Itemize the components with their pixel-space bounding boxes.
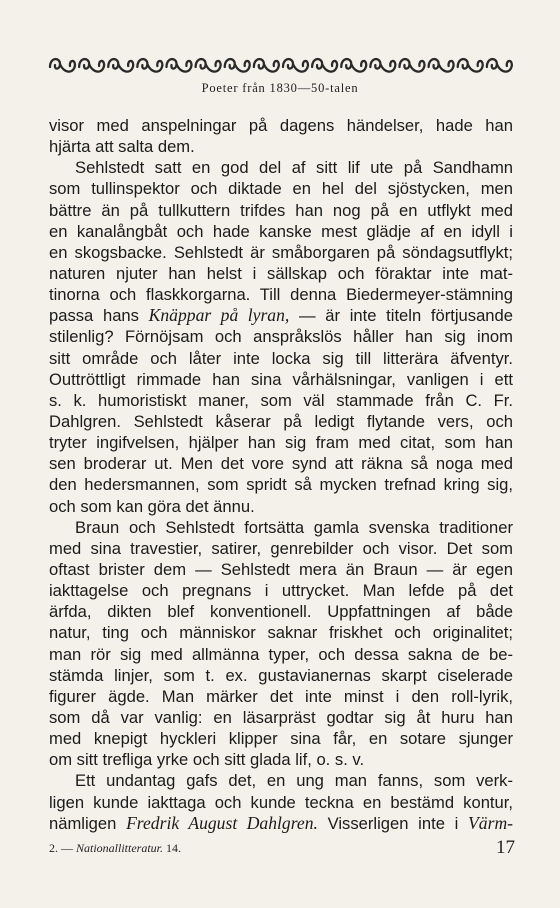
ornament-scroll [341, 59, 366, 72]
ornament-scroll [370, 59, 395, 72]
ornament-scroll [429, 59, 454, 72]
text-line [49, 665, 513, 686]
text-line [49, 496, 513, 517]
ornament-scroll [312, 59, 337, 72]
text-line [49, 348, 513, 369]
text-line [49, 580, 513, 601]
italic-title: Värm- [468, 812, 514, 833]
text-segment: man rör sig med allmänna typer, och dessa sakna de be- [49, 644, 513, 664]
ornament-scroll [400, 59, 425, 72]
text-line [49, 770, 513, 791]
text-segment: ligen kunde iakttaga och kunde teckna en bestämd kontur, [49, 792, 513, 812]
text-line [49, 369, 513, 390]
text-line [49, 157, 513, 178]
text-segment: Outtröttligt rimmade han sina vårhälsningar, vanligen i ett [49, 369, 513, 389]
text-line [49, 644, 513, 665]
text-segment: och som kan göra det ännu. [49, 496, 255, 516]
text-line [49, 263, 513, 284]
header-ornament [48, 53, 514, 79]
text-segment: — är inte titeln förtjusande [289, 306, 513, 326]
text-segment: hjärta att salta dem. [49, 137, 195, 157]
text-line [49, 601, 513, 622]
text-segment: sen broderar ut. Men det vore synd att räkna så noga med [49, 454, 513, 474]
italic-title: Knäppar på lyran, [148, 305, 290, 326]
ornament-scroll [137, 59, 162, 72]
text-line [49, 538, 513, 559]
ornament-scroll [50, 59, 75, 72]
text-line [49, 432, 513, 453]
text-segment: bättre än på tullkuttern trifdes han nog på en utflykt med [49, 200, 513, 220]
text-segment: ärfda, dikten blef konventionell. Uppfattningen af både [49, 602, 513, 622]
text-segment: s. k. humoristiskt maner, som väl stammade från C. Fr. [49, 390, 513, 410]
signature-number: 2. — [49, 841, 73, 855]
signature-sheet: 14. [166, 841, 182, 855]
text-segment: en skogsbacke. Sehlstedt är småborgaren på söndagsutflykt; [49, 242, 513, 262]
text-segment: en kanalångbåt och hade kanske mest glädje af en idyll i [49, 221, 513, 241]
text-segment: Visserligen inte i [317, 813, 469, 833]
text-segment: som då var vanlig: en läsarpräst godtar sig åt huru han [49, 707, 513, 727]
text-segment: Ett undantag gafs det, en ung man fanns, som verk- [75, 771, 513, 791]
ornament-scroll [225, 59, 250, 72]
text-segment: passa hans [49, 306, 149, 326]
text-segment: visor med anspelningar på dagens händelser, hade han [49, 116, 513, 135]
ornament-scroll [487, 59, 512, 72]
text-segment: tinorna och flaskkorgarna. Till denna Biedermeyer-stämning [49, 285, 513, 305]
text-line [49, 749, 513, 770]
text-segment: som tullinspektor och diktade en hel del sjöstycken, men [49, 179, 513, 199]
text-segment: figurer ägde. Man märker det inte minst i den roll-lyrik, [49, 686, 513, 706]
ornament-scroll [458, 59, 483, 72]
page-number: 17 [496, 837, 515, 858]
text-segment: tryter ingifvelsen, hjälper han sig fram med citat, som han [49, 433, 513, 453]
ornament-scroll [283, 59, 308, 72]
text-line [49, 326, 513, 347]
text-segment: om sitt trefliga yrke och sitt glada lif, o. s. v. [49, 750, 365, 770]
text-segment: sitt område och låter inte locka sig till litterära äfventyr. [49, 348, 513, 368]
text-segment: naturen njuter han helst i sällskap och föraktar inte mat- [49, 263, 513, 283]
text-line [49, 559, 513, 580]
text-line [49, 136, 513, 157]
running-head-text: Poeter från 1830—50-talen [201, 81, 359, 95]
text-line [49, 411, 513, 432]
text-line [49, 707, 513, 728]
text-line [49, 221, 513, 242]
text-line [49, 686, 513, 707]
text-segment: nämligen [49, 813, 127, 833]
text-segment: stilenlig? Förnöjsam och anspråkslös håller han sig inom [49, 327, 513, 347]
body-text [49, 115, 513, 834]
text-segment: oftast brister dem — Sehlstedt mera än Braun — är egen [49, 559, 513, 579]
ornament-scroll [108, 59, 133, 72]
ornament-scroll [254, 59, 279, 72]
text-line [49, 728, 513, 749]
text-line [49, 453, 513, 474]
text-segment: iakttagelse och pregnans i uttrycket. Man lefde på det [49, 581, 513, 601]
signature-title: Nationallitteratur. [76, 841, 164, 855]
text-segment: stämda linjer, som t. ex. gustavianernas skarpt ciselerade [49, 665, 513, 685]
text-line [49, 242, 513, 263]
text-line [49, 474, 513, 495]
page-footer [49, 837, 515, 867]
text-line [49, 305, 513, 326]
printer-signature [49, 841, 181, 856]
italic-title: Fredrik August Dahlgren. [126, 812, 318, 833]
text-line [49, 200, 513, 221]
ornament-scroll [79, 59, 104, 72]
ornament-scroll [196, 59, 221, 72]
ornament-scroll [167, 59, 192, 72]
text-segment: med knepigt hyckleri klipper sina får, en sotare sjunger [49, 729, 513, 749]
text-segment: den hedersmannen, som spridt så mycken trefnad kring sig, [49, 475, 513, 495]
text-segment: med sina travestier, satirer, genrebilder och visor. Det som [49, 538, 513, 558]
text-line [49, 792, 513, 813]
text-line [49, 178, 513, 199]
text-line [49, 813, 513, 834]
text-segment: Braun och Sehlstedt fortsätta gamla svenska traditioner [75, 517, 513, 537]
text-line [49, 390, 513, 411]
text-line [49, 284, 513, 305]
text-line [49, 517, 513, 538]
running-head [0, 81, 560, 96]
text-segment: Sehlstedt satt en god del af sitt lif ute på Sandhamn [75, 158, 513, 178]
text-line [49, 622, 513, 643]
text-segment: natur, ting och människor saknar friskhet och originalitet; [49, 623, 513, 643]
text-line [49, 115, 513, 136]
text-segment: Dahlgren. Sehlstedt kåserar på ledigt flytande vers, och [49, 411, 513, 431]
